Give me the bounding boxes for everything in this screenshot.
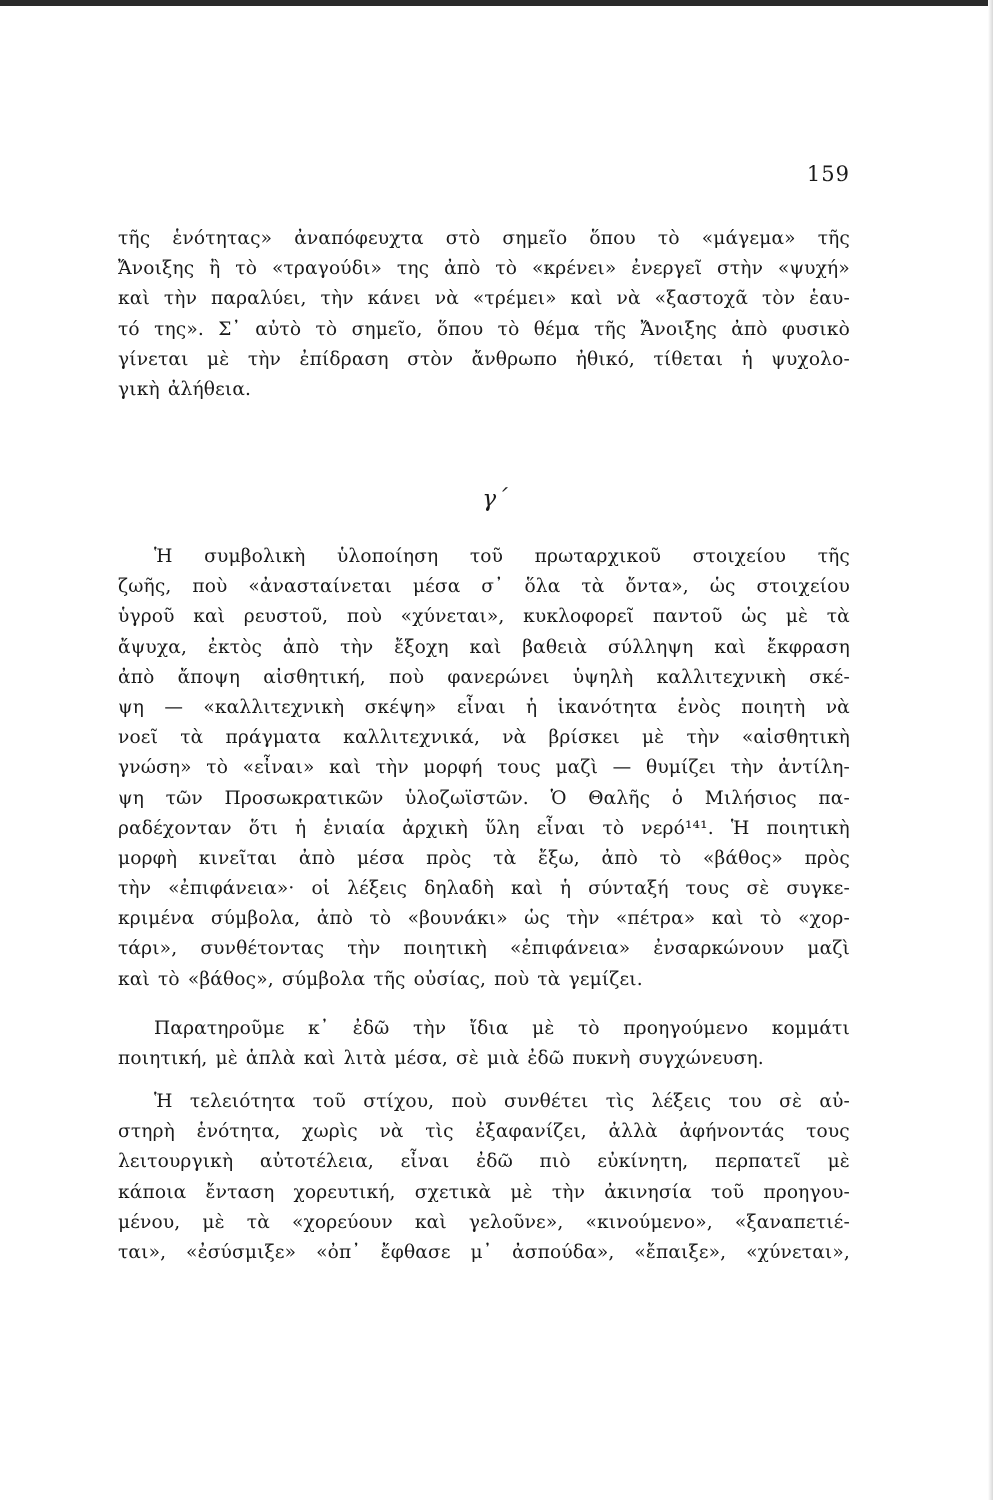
- text-line: [118, 663, 850, 693]
- word: Προσωκρατικῶν: [224, 787, 384, 809]
- word: παντοῦ: [652, 606, 723, 628]
- word: ὡς: [524, 908, 550, 930]
- word: βαθειὰ: [522, 636, 588, 658]
- word: νὰ: [434, 288, 459, 310]
- word: στὸν: [407, 348, 454, 370]
- word: «κρένει»: [532, 258, 617, 280]
- text-line: [118, 1208, 850, 1238]
- word: «πέτρα»: [615, 908, 696, 930]
- word: καλλιτεχνικὴ: [656, 666, 786, 688]
- word: δηλαδὴ: [424, 878, 494, 900]
- word: ἀπὸ: [118, 666, 155, 688]
- word: μὲ: [827, 1151, 850, 1173]
- word: χορευτική,: [293, 1181, 396, 1203]
- text-line: [118, 542, 850, 572]
- page-top-edge: [0, 0, 993, 6]
- word: «ἐπιφάνεια»: [509, 938, 631, 960]
- word: «ἐσύσμιξε»: [186, 1241, 297, 1263]
- word: στηρὴ: [118, 1121, 175, 1143]
- word: «εἶναι»: [242, 757, 315, 779]
- word: ἀντίλη-: [778, 757, 850, 779]
- word: φυσικὸ: [781, 318, 850, 340]
- word: στοιχείου: [692, 546, 787, 567]
- word: σὲ: [746, 878, 770, 900]
- text-line: [118, 1147, 850, 1177]
- word: τὴν: [118, 878, 152, 900]
- word: ποὺ: [389, 666, 425, 688]
- word: ἱκανότητα: [557, 696, 658, 718]
- word: τῆς: [118, 228, 151, 249]
- word: τὰ: [493, 847, 517, 869]
- text-line-last: καὶ τὸ «βάθος», σύμβολα τῆς οὐσίας, ποὺ τὰ γεμίζει.: [118, 968, 643, 990]
- word: «ἐπιφάνεια»·: [168, 878, 295, 900]
- word: μὲ: [202, 1211, 225, 1233]
- word: μὲ: [206, 348, 230, 370]
- word: ὕλη: [484, 817, 520, 839]
- word: ποιητικὴ: [403, 938, 487, 960]
- text-line: [118, 1117, 850, 1147]
- word: ὡς: [709, 576, 736, 598]
- word: μὲ: [532, 1018, 555, 1039]
- word: ται»,: [118, 1241, 167, 1263]
- text-line-last: γικὴ ἀλήθεια.: [118, 378, 252, 400]
- word: τὴν: [163, 288, 198, 310]
- text-line: [118, 1087, 850, 1117]
- word: βρίσκει: [548, 727, 620, 749]
- word: τῆς: [817, 228, 850, 249]
- word: ὑγροῦ: [118, 606, 175, 628]
- text-line: [118, 844, 850, 874]
- word: ἡ: [295, 817, 307, 839]
- word: «ὀπ᾿: [316, 1241, 361, 1263]
- word: συνθέτοντας: [200, 938, 325, 960]
- word: ὅλα: [524, 576, 561, 598]
- word: κριμένα: [118, 908, 195, 930]
- word: συνθέτει: [503, 1091, 589, 1112]
- word: τὴν: [375, 757, 409, 779]
- word: καὶ: [118, 288, 150, 310]
- word: ψη: [118, 787, 145, 809]
- word: τὸ: [206, 757, 229, 779]
- word: λέξεις: [651, 1091, 712, 1112]
- word: «βάθος»: [703, 847, 783, 869]
- word: τό: [118, 318, 140, 340]
- word: ἄνθρωπο: [471, 348, 558, 370]
- word: στοιχείου: [756, 576, 850, 598]
- word: σ᾿: [481, 576, 504, 598]
- word: τῶν: [165, 787, 203, 809]
- word: ἔφθασε: [380, 1241, 451, 1263]
- word: του: [728, 1091, 762, 1112]
- word: τῆς: [817, 546, 850, 567]
- word: κομμάτι: [771, 1018, 850, 1039]
- word: μ᾿: [470, 1241, 493, 1263]
- word: τὸ: [315, 318, 338, 340]
- word: καὶ: [711, 908, 744, 930]
- word: ἀπὸ: [731, 318, 768, 340]
- word: εὐκίνητη,: [597, 1151, 689, 1173]
- word: ἴδια: [469, 1018, 509, 1039]
- text-line-last: ποιητική, μὲ ἁπλὰ καὶ λιτὰ μέσα, σὲ μιὰ ἐδῶ πυκνὴ συγχώνευση.: [118, 1048, 764, 1070]
- word: ἡ: [559, 878, 572, 900]
- word: εἶναι: [400, 1151, 450, 1173]
- word: ἑνότητας»: [172, 228, 273, 249]
- word: μορφή: [423, 757, 483, 779]
- word: «χορ-: [798, 908, 850, 930]
- word: ζωῆς,: [118, 576, 172, 598]
- text-line: [118, 723, 850, 753]
- text-line: [118, 224, 850, 254]
- word: ἀπὸ: [444, 258, 481, 280]
- word: ἐδῶ: [352, 1018, 390, 1039]
- word: κινεῖται: [198, 847, 278, 869]
- word: «τρέμει»: [472, 288, 557, 310]
- word: μαζὶ: [555, 757, 599, 779]
- word: γελοῦνε»,: [468, 1211, 564, 1233]
- word: ποὺ: [451, 1091, 487, 1112]
- word: ἀρχικὴ: [402, 817, 468, 839]
- word: τὸ: [602, 817, 625, 839]
- word: μὲ: [641, 727, 665, 749]
- paragraph-1: [118, 542, 850, 995]
- word: εἶναι: [456, 696, 506, 718]
- word: τὸ: [759, 908, 782, 930]
- word: καὶ: [510, 878, 543, 900]
- word: παραλύει,: [211, 288, 307, 310]
- word: τὴν: [686, 727, 720, 749]
- text-line: [118, 633, 850, 663]
- word: καὶ: [714, 636, 747, 658]
- word: τὰ: [581, 576, 605, 598]
- word: «χύνεται»,: [400, 606, 505, 628]
- word: ἔνταση: [205, 1181, 275, 1203]
- text-line: [118, 602, 850, 632]
- word: τὸν: [761, 288, 796, 310]
- word: σκέψη»: [364, 696, 437, 718]
- word: εἶναι: [536, 817, 586, 839]
- word: ἀναπόφευχτα: [294, 228, 424, 249]
- word: τὴν: [566, 908, 600, 930]
- word: σημεῖο,: [351, 318, 423, 340]
- text-line: [118, 753, 850, 783]
- word: ρευστοῦ,: [243, 606, 329, 628]
- word: ἐδῶ: [476, 1151, 513, 1173]
- word: τὸ: [495, 258, 518, 280]
- word: σὲ: [779, 1091, 803, 1112]
- word: Παρατηροῦμε: [154, 1018, 285, 1039]
- word: Ἡ: [154, 546, 173, 567]
- word: ἀλλὰ: [608, 1121, 658, 1143]
- text-line: [118, 315, 850, 345]
- word: νὰ: [379, 1121, 404, 1143]
- word: νὰ: [825, 696, 850, 718]
- word: ὅπου: [436, 318, 484, 340]
- word: ἐκτὸς: [207, 636, 263, 658]
- word: νοεῖ: [118, 727, 159, 749]
- word: νὰ: [616, 288, 641, 310]
- word: ποὺ: [192, 576, 228, 598]
- word: μὲ: [510, 1181, 533, 1203]
- text-line: [118, 1238, 850, 1268]
- word: καὶ: [329, 757, 362, 779]
- word: τοῦ: [469, 546, 504, 567]
- word: τὰ: [180, 727, 204, 749]
- word: πα-: [818, 787, 850, 809]
- word: «βουνάκι»: [407, 908, 508, 930]
- word: κάποια: [118, 1181, 187, 1203]
- word: λειτουργικὴ: [118, 1151, 234, 1173]
- word: γνώση»: [118, 757, 192, 779]
- word: συμβολικὴ: [204, 546, 306, 567]
- word: ὑλοζωϊστῶν.: [405, 787, 529, 809]
- word: Θαλῆς: [588, 787, 651, 809]
- word: αἰσθητική,: [263, 666, 366, 688]
- word: πιὸ: [539, 1151, 571, 1173]
- word: ὁ: [671, 787, 684, 809]
- text-line: [118, 693, 850, 723]
- word: ἀσπούδα»,: [512, 1241, 615, 1263]
- word: τὰ: [826, 606, 850, 628]
- word: καλλιτεχνικά,: [343, 727, 481, 749]
- word: ὑλοποίηση: [336, 546, 439, 567]
- word: κάνει: [367, 288, 421, 310]
- word: ἡ: [741, 348, 753, 370]
- word: τὸ: [235, 258, 258, 280]
- word: τὴν: [551, 1181, 586, 1203]
- word: ἄποψη: [177, 666, 241, 688]
- word: τὸ: [578, 1018, 600, 1039]
- word: ἀφήνοντάς: [679, 1121, 785, 1143]
- word: τὶς: [425, 1121, 454, 1143]
- word: περπατεῖ: [714, 1151, 801, 1173]
- word: οἱ: [311, 878, 331, 900]
- word: τὴν: [730, 757, 764, 779]
- word: λέξεις: [347, 878, 408, 900]
- word: μέσα: [356, 847, 405, 869]
- word: κ᾿: [307, 1018, 330, 1039]
- word: ποὺ: [346, 606, 383, 628]
- word: ἀπὸ: [316, 908, 354, 930]
- word: νερό¹⁴¹.: [641, 817, 714, 839]
- text-line: [118, 874, 850, 904]
- word: της».: [154, 318, 204, 340]
- word: πρὸς: [426, 847, 472, 869]
- word: πράγματα: [225, 727, 322, 749]
- word: προηγου-: [763, 1181, 850, 1203]
- text-line: [118, 784, 850, 814]
- word: «χορεύουν: [291, 1211, 393, 1233]
- word: αὐτοτέλεια,: [259, 1151, 374, 1173]
- word: ἐνεργεῖ: [631, 258, 703, 280]
- word: ἔκφραση: [766, 636, 850, 658]
- word: της: [396, 258, 430, 280]
- word: θέμα: [533, 318, 580, 340]
- word: προηγούμενο: [623, 1018, 749, 1039]
- word: «αἰσθητικὴ: [741, 727, 850, 749]
- word: νὰ: [502, 727, 527, 749]
- word: ὅτι: [248, 817, 278, 839]
- word: ἐξαφανίζει,: [475, 1121, 587, 1143]
- word: τους: [497, 757, 541, 779]
- word: τὶς: [605, 1091, 635, 1112]
- word: τὸ: [369, 908, 392, 930]
- word: ἀκινησία: [604, 1181, 692, 1203]
- word: «ψυχή»: [777, 258, 850, 280]
- word: τὴν: [340, 636, 374, 658]
- word: ἔξω,: [537, 847, 580, 869]
- word: Σ᾿: [218, 318, 241, 340]
- word: ἀπὸ: [298, 847, 336, 869]
- word: «μάγεμα»: [701, 228, 796, 249]
- word: καὶ: [193, 606, 226, 628]
- word: τὴν: [347, 938, 381, 960]
- word: στὴν: [717, 258, 764, 280]
- word: Ἄνοιξης: [640, 318, 717, 340]
- word: ἠθικό,: [575, 348, 635, 370]
- word: τὴν: [413, 1018, 447, 1039]
- word: ποιητὴ: [741, 696, 806, 718]
- word: τῆς: [594, 318, 627, 340]
- word: Ἡ: [730, 817, 750, 839]
- word: αὐ-: [819, 1091, 850, 1112]
- word: σύμβολα,: [210, 908, 301, 930]
- word: «ἔπαιξε»,: [634, 1241, 727, 1263]
- word: «ξαναπετιέ-: [734, 1211, 850, 1233]
- text-line: [118, 1014, 850, 1044]
- word: στὸ: [445, 228, 481, 249]
- word: πρωταρχικοῦ: [534, 546, 662, 567]
- text-line: [118, 934, 850, 964]
- word: ψη: [118, 696, 145, 718]
- page-right-edge: [988, 0, 993, 1500]
- word: τους: [806, 1121, 850, 1143]
- word: γίνεται: [118, 348, 189, 370]
- word: τὸ: [657, 228, 680, 249]
- word: σημεῖο: [502, 228, 568, 249]
- word: φανερώνει: [447, 666, 550, 688]
- paragraph-2: [118, 1014, 850, 1074]
- paragraph-continued: [118, 224, 850, 405]
- word: ὄντα»,: [625, 576, 689, 598]
- word: κυκλοφορεῖ: [523, 606, 635, 628]
- word: τὴν: [320, 288, 354, 310]
- word: σκέ-: [809, 666, 850, 688]
- word: «ξαστοχᾶ: [654, 288, 749, 310]
- word: «χύνεται»,: [746, 1241, 850, 1263]
- section-heading: γ΄: [482, 486, 508, 512]
- word: θυμίζει: [645, 757, 716, 779]
- word: ἐνσαρκώνουν: [653, 938, 785, 960]
- word: σχετικὰ: [414, 1181, 492, 1203]
- word: —: [164, 696, 184, 718]
- word: τίθεται: [653, 348, 724, 370]
- text-line: [118, 345, 850, 375]
- word: καὶ: [570, 288, 603, 310]
- word: τὸ: [497, 318, 520, 340]
- page-number: 159: [806, 162, 850, 186]
- word: μαζὶ: [807, 938, 850, 960]
- text-line: [118, 904, 850, 934]
- word: συγκε-: [786, 878, 850, 900]
- word: ψυχολο-: [771, 348, 850, 370]
- word: καὶ: [469, 636, 502, 658]
- word: σύλληψη: [607, 636, 694, 658]
- word: τοῦ: [711, 1181, 745, 1203]
- word: «κινούμενο»,: [585, 1211, 713, 1233]
- word: Ἡ: [154, 1091, 173, 1112]
- word: ὅπου: [589, 228, 636, 249]
- word: τὴν: [247, 348, 281, 370]
- word: ἑνὸς: [677, 696, 721, 718]
- word: σύνταξή: [588, 878, 669, 900]
- word: τοῦ: [312, 1091, 346, 1112]
- word: ἀπὸ: [601, 847, 638, 869]
- word: ἔξοχη: [394, 636, 449, 658]
- word: μὲ: [785, 606, 809, 628]
- word: τάρι»,: [118, 938, 178, 960]
- word: πρὸς: [804, 847, 850, 869]
- word: καὶ: [414, 1211, 447, 1233]
- text-line: [118, 254, 850, 284]
- word: ἢ: [209, 258, 221, 280]
- word: ὑψηλὴ: [572, 666, 634, 688]
- word: ἄψυχα,: [118, 636, 188, 658]
- word: τὰ: [246, 1211, 270, 1233]
- paragraph-3: [118, 1087, 850, 1268]
- word: τους: [685, 878, 730, 900]
- word: ἑνιαία: [323, 817, 386, 839]
- text-line: [118, 284, 850, 314]
- text-line: [118, 1178, 850, 1208]
- word: «τραγούδι»: [271, 258, 383, 280]
- word: τελειότητα: [189, 1091, 296, 1112]
- word: —: [612, 757, 632, 779]
- word: Ὁ: [550, 787, 567, 809]
- word: στίχου,: [363, 1091, 435, 1112]
- word: ἐπίδραση: [299, 348, 389, 370]
- word: χωρὶς: [302, 1121, 358, 1143]
- word: ἑνότητα,: [196, 1121, 281, 1143]
- word: τὸ: [659, 847, 682, 869]
- word: «καλλιτεχνικὴ: [203, 696, 345, 718]
- word: ὡς: [741, 606, 768, 628]
- word: Μιλήσιος: [704, 787, 797, 809]
- word: «ἀνασταίνεται: [248, 576, 392, 598]
- word: μένου,: [118, 1211, 181, 1233]
- word: μέσα: [412, 576, 461, 598]
- word: Ἄνοιξης: [118, 258, 195, 280]
- word: ραδέχονταν: [118, 817, 232, 839]
- word: ἑαυ-: [809, 288, 850, 310]
- word: μορφὴ: [118, 847, 178, 869]
- word: ἀπὸ: [282, 636, 320, 658]
- text-line: [118, 814, 850, 844]
- word: ποιητικὴ: [766, 817, 850, 839]
- word: αὐτὸ: [255, 318, 302, 340]
- word: ἡ: [525, 696, 538, 718]
- text-line: [118, 572, 850, 602]
